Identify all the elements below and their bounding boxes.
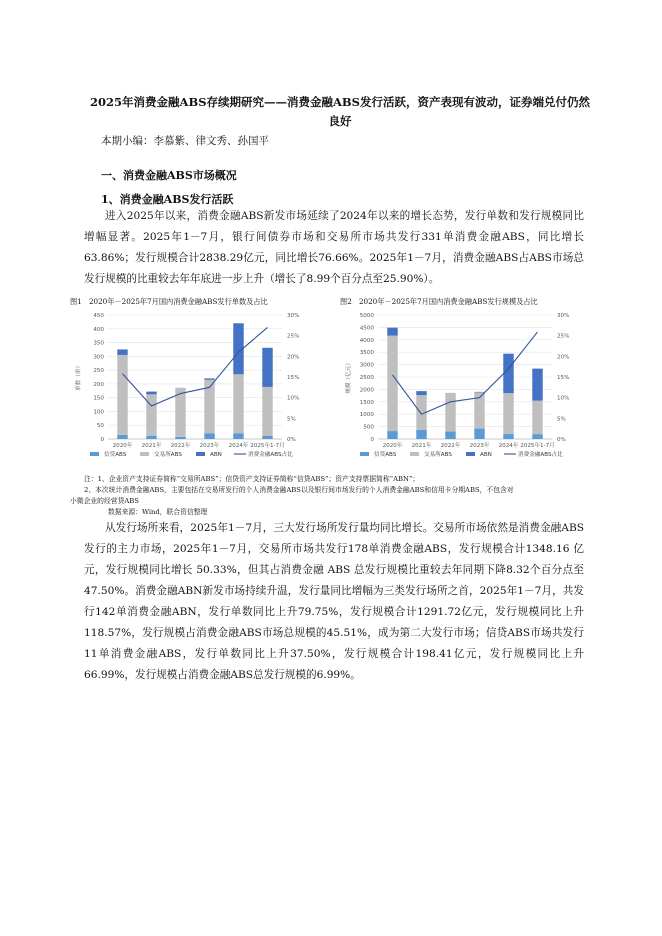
y-tick-label: 100 xyxy=(93,409,104,416)
bar-segment xyxy=(175,437,185,439)
x-tick-label: 2025年1-7月 xyxy=(520,443,555,449)
bar-segment xyxy=(416,391,426,395)
issuance-scale-chart xyxy=(340,309,585,461)
note-2-continued: 小微企业的经营贷ABS xyxy=(70,497,139,505)
y2-tick-label: 25% xyxy=(557,333,570,340)
legend-swatch xyxy=(90,452,99,456)
data-source: 数据来源：Wind，联合资信整理 xyxy=(108,508,208,516)
bar-segment xyxy=(262,436,272,439)
legend-label: 交易所ABS xyxy=(154,452,182,458)
bar-segment xyxy=(416,430,426,439)
bar-segment xyxy=(233,433,243,439)
x-tick-label: 2022年 xyxy=(440,443,461,449)
y-tick-label: 2500 xyxy=(359,375,374,381)
y2-tick-label: 20% xyxy=(287,354,300,361)
x-tick-label: 2023年 xyxy=(199,443,220,449)
y-tick-label: 350 xyxy=(93,340,104,347)
paper-title: 2025年消费金融ABS存续期研究——消费金融ABS发行活跃，资产表现有波动，证券端兑付仍然良好 xyxy=(90,95,590,128)
y-tick-label: 0 xyxy=(100,437,104,443)
bar-segment xyxy=(474,429,484,439)
legend-label: 信贷ABS xyxy=(374,452,397,458)
legend-label: 消费金融ABS占比 xyxy=(518,452,563,458)
subsection-heading: 1、消费金融ABS发行活跃 xyxy=(101,193,234,206)
bar-segment xyxy=(117,355,127,435)
bar-segment xyxy=(503,393,513,434)
y2-tick-label: 30% xyxy=(287,313,300,319)
y2-tick-label: 25% xyxy=(287,333,300,340)
bar-segment xyxy=(445,393,455,432)
y-tick-label: 0 xyxy=(370,437,374,443)
legend-label: ABN xyxy=(210,452,222,458)
y2-tick-label: 15% xyxy=(287,375,300,381)
bar-segment xyxy=(532,369,542,401)
figure-1 xyxy=(70,297,312,457)
x-tick-label: 2022年 xyxy=(170,443,191,449)
x-tick-label: 2024年 xyxy=(498,443,519,449)
x-tick-label: 2020年 xyxy=(112,443,133,449)
paragraph-venues: 从发行场所来看，2025年1－7月，三大发行场所发行量均同比增长。交易所市场依然是消费金融ABS发行的主力市场，2025年1－7月，交易所市场共发行178单消费金融ABS，发行规模合计1348.16 亿元，发行规模同比增长 50.33%，但其占消费金融 ABS 总发行规模比重较去年同期下降8.32个百分点至47.50%。消费金融ABN新发市场持续升温，发行量同比增幅为三类发行场所之首，2025年1－7月，共发行142单消费金融ABN，发行单数同比上升79.75%，发行规模合计1291.72亿元，发行规模同比上升118.57%，发行规模占消费金融ABS市场总规模的45.51%，成为第二大发行市场；信贷ABS市场共发行11单消费金融ABS，发行单数同比上升37.50%，发行规模合计198.41亿元，发行规模同比上升66.99%，发行规模占消费金融ABS总发行规模的6.99%。 xyxy=(84,522,584,681)
paragraph-intro: 进入2025年以来，消费金融ABS新发市场延续了2024年以来的增长态势，发行单数和发行规模同比增幅显著。2025年1－7月，银行间债券市场和交易所市场共发行331单消费金融ABS，同比增长63.86%；发行规模合计2838.29亿元，同比增长76.66%。2025年1－7月，消费金融ABS占ABS市场总发行规模的比重较去年年底进一步上升（增长了8.99个百分点至25.90%）。 xyxy=(84,210,584,285)
figure-1-caption: 图1 2020年－2025年7月国内消费金融ABS发行单数及占比 xyxy=(70,297,268,306)
bar-segment xyxy=(117,349,127,355)
bar-segment xyxy=(262,348,272,387)
x-tick-label: 2023年 xyxy=(469,443,490,449)
bar-segment xyxy=(503,434,513,439)
y-axis-label: 规模（亿元） xyxy=(346,360,352,394)
y-tick-label: 2000 xyxy=(359,387,374,394)
bar-segment xyxy=(146,436,156,439)
y2-tick-label: 5% xyxy=(287,416,296,423)
bar-segment xyxy=(146,394,156,435)
y-tick-label: 200 xyxy=(93,381,104,388)
y2-tick-label: 30% xyxy=(557,313,570,319)
y-tick-label: 400 xyxy=(93,326,104,333)
y-tick-label: 3500 xyxy=(359,350,374,357)
y-tick-label: 150 xyxy=(93,395,104,402)
x-tick-label: 2020年 xyxy=(382,443,403,449)
y-tick-label: 5000 xyxy=(359,313,374,319)
y-tick-label: 50 xyxy=(96,423,104,430)
y-tick-label: 3000 xyxy=(359,362,374,369)
y-tick-label: 4500 xyxy=(359,325,374,332)
bar-segment xyxy=(387,431,397,439)
figure-notes xyxy=(70,474,590,518)
y-tick-label: 4000 xyxy=(359,337,374,344)
x-tick-label: 2024年 xyxy=(228,443,249,449)
y-tick-label: 450 xyxy=(93,313,104,319)
bar-segment xyxy=(233,374,243,433)
bar-segment xyxy=(204,378,214,379)
y2-tick-label: 5% xyxy=(557,416,566,423)
bar-segment xyxy=(146,392,156,395)
y2-tick-label: 0% xyxy=(557,437,566,443)
bar-segment xyxy=(262,387,272,436)
bar-segment xyxy=(117,435,127,439)
legend-swatch xyxy=(360,452,369,456)
legend-swatch xyxy=(196,452,205,456)
y-axis-label: 单数（单） xyxy=(76,363,82,391)
y-tick-label: 250 xyxy=(93,368,104,375)
bar-segment xyxy=(204,433,214,439)
x-tick-label: 2021年 xyxy=(411,443,432,449)
bar-segment xyxy=(387,328,397,336)
note-2: 2、本次统计消费金融ABS，主要包括在交易所发行的个人消费金融ABS以及银行间市场发行的个人消费金融ABS和信用卡分期ABS，不包含对 xyxy=(84,486,514,494)
x-tick-label: 2025年1-7月 xyxy=(250,443,285,449)
issuance-count-chart xyxy=(70,309,315,461)
section-heading: 一、消费金融ABS市场概况 xyxy=(101,169,237,182)
share-line xyxy=(123,327,268,406)
bar-segment xyxy=(445,432,455,439)
legend-swatch xyxy=(410,452,419,456)
y2-tick-label: 10% xyxy=(557,395,570,402)
y-tick-label: 1500 xyxy=(359,399,374,406)
legend-label: ABN xyxy=(480,452,492,458)
figure-2-caption: 图2 2020年－2025年7月国内消费金融ABS发行规模及占比 xyxy=(340,297,538,306)
bar-segment xyxy=(532,434,542,439)
y-tick-label: 500 xyxy=(363,424,374,431)
legend-label: 信贷ABS xyxy=(104,452,127,458)
y2-tick-label: 10% xyxy=(287,395,300,402)
y-tick-label: 300 xyxy=(93,354,104,361)
figure-2 xyxy=(340,297,582,457)
editors-line: 本期小编：李慕紫、律文秀、孙国平 xyxy=(101,135,269,147)
bar-segment xyxy=(387,336,397,431)
legend-swatch xyxy=(140,452,149,456)
bar-segment xyxy=(532,401,542,434)
note-1: 注：1、企业资产支持证券简称“交易所ABS”；信贷资产支持证券简称“信贷ABS”；资产支持票据简称“ABN”； xyxy=(84,475,420,483)
y2-tick-label: 15% xyxy=(557,375,570,381)
y-tick-label: 1000 xyxy=(359,412,374,419)
y2-tick-label: 20% xyxy=(557,354,570,361)
legend-label: 消费金融ABS占比 xyxy=(248,452,293,458)
bar-segment xyxy=(503,354,513,393)
y2-tick-label: 0% xyxy=(287,437,296,443)
legend-label: 交易所ABS xyxy=(424,452,452,458)
x-tick-label: 2021年 xyxy=(141,443,162,449)
legend-swatch xyxy=(466,452,475,456)
